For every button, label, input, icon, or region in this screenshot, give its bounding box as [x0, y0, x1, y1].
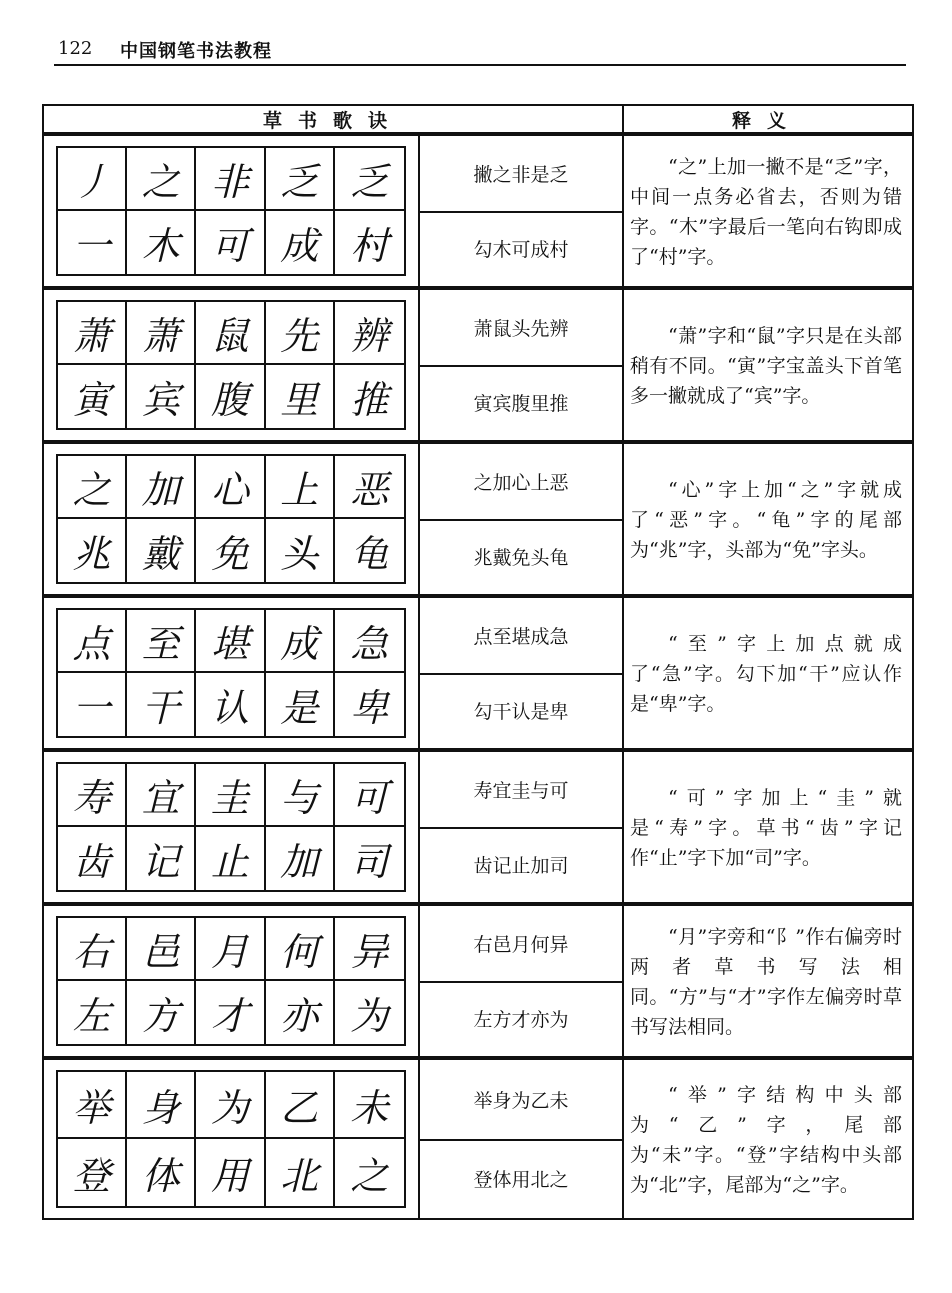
cursive-character-cell: 认 [196, 673, 265, 736]
explanation-cell [622, 134, 914, 288]
cursive-character-cell: 一 [58, 211, 127, 274]
explanation-text: “至”字上加点就成了“急”字。勾下加“干”应认作是“卑”字。 [630, 633, 902, 715]
cursive-character-cell: 是 [266, 673, 335, 736]
cursive-character-cell: 乏 [335, 148, 404, 211]
cursive-character-cell: 卑 [350, 686, 389, 730]
cursive-character-cell: 可 [196, 211, 265, 274]
book-title: 中国钢笔书法教程 [120, 41, 272, 62]
cursive-character-cell: 加 [127, 456, 196, 519]
verse-line-bottom: 齿记止加司 [473, 855, 569, 877]
character-grid-frame [42, 596, 420, 750]
cursive-character-cell: 体 [127, 1139, 196, 1206]
cursive-character-cell: 非 [196, 148, 265, 211]
explanation-text: “月”字旁和“阝”作右偏旁时两者草书写法相同。“方”与“才”字作左偏旁时草书写法相同。 [630, 926, 902, 1038]
verse-line-top: 萧鼠头先辨 [420, 290, 622, 367]
character-grid [56, 916, 406, 1046]
verse-column [420, 442, 624, 596]
verse-column [420, 288, 624, 442]
cursive-character-cell: 寿 [58, 764, 127, 827]
cursive-character-cell: 身 [127, 1072, 196, 1139]
cursive-character-cell: 乙 [266, 1072, 335, 1139]
verse-line-bottom: 兆戴免头龟 [473, 547, 569, 569]
cursive-character-cell: 用 [196, 1139, 265, 1206]
cursive-character-cell: 心 [196, 456, 265, 519]
rule-block [42, 904, 914, 1058]
verse-column [420, 750, 624, 904]
cursive-character-cell: 至 [127, 610, 196, 673]
character-grid [56, 762, 406, 892]
verse-line-top: 举身为乙未 [420, 1060, 622, 1141]
cursive-character-cell: 寅 [58, 365, 127, 428]
cursive-character-cell: 堪 [196, 610, 265, 673]
explanation-text: “萧”字和“鼠”字只是在头部稍有不同。“寅”字宝盖头下首笔多一撇就成了“宾”字。 [630, 325, 902, 407]
cursive-character-cell: 成 [266, 610, 335, 673]
cursive-character-cell: 上 [266, 456, 335, 519]
cursive-character-cell: 右 [58, 918, 127, 981]
cursive-character-cell: 先 [266, 302, 335, 365]
cursive-character-cell: 里 [266, 365, 335, 428]
character-grid [56, 608, 406, 738]
cursive-character-cell: 宜 [127, 764, 196, 827]
cursive-character-cell: 戴 [127, 519, 196, 582]
cursive-character-cell: 恶 [335, 456, 404, 519]
cursive-character-cell: 乏 [266, 148, 335, 211]
cursive-character-cell: 急 [335, 610, 404, 673]
column-header-explanation: 释义 [622, 104, 914, 134]
cursive-character-cell: 兆 [58, 519, 127, 582]
rule-block [42, 134, 914, 288]
page-header [54, 34, 906, 66]
rule-block [42, 288, 914, 442]
verse-column [420, 134, 624, 288]
cursive-character-cell: 月 [196, 918, 265, 981]
cursive-character-cell: 止 [196, 827, 265, 890]
cursive-character-cell: 邑 [127, 918, 196, 981]
explanation-text: “之”上加一撇不是“乏”字，中间一点务必省去，否则为错字。“木”字最后一笔向右钩即成了“村”字。 [630, 156, 902, 268]
cursive-character-cell: 与 [266, 764, 335, 827]
cursive-character-cell: 方 [127, 981, 196, 1044]
cursive-character-cell: 干 [127, 673, 196, 736]
cursive-character-cell: 腹 [196, 365, 265, 428]
character-grid-frame [42, 750, 420, 904]
cursive-character-cell: 之 [127, 148, 196, 211]
cursive-character-cell: 可 [335, 764, 404, 827]
verse-line-bottom: 登体用北之 [473, 1169, 569, 1191]
character-grid-frame [42, 288, 420, 442]
cursive-character-cell: 萧 [127, 302, 196, 365]
cursive-character-cell: 丿 [58, 148, 127, 211]
verse-column [420, 904, 624, 1058]
column-header-verses: 草书歌诀 [42, 104, 624, 134]
page-number: 122 [58, 38, 93, 59]
verse-line-top: 点至堪成急 [420, 598, 622, 675]
cursive-character-cell: 头 [266, 519, 335, 582]
cursive-character-cell: 亦 [266, 981, 335, 1044]
cursive-character-cell: 北 [266, 1139, 335, 1206]
verse-line-bottom: 勾木可成村 [473, 239, 569, 261]
character-grid-frame [42, 134, 420, 288]
character-grid-frame [42, 1058, 420, 1220]
verse-column [420, 596, 624, 750]
verse-line-top: 寿宜圭与可 [420, 752, 622, 829]
cursive-character-cell: 为 [350, 994, 389, 1038]
cursive-character-cell: 点 [58, 610, 127, 673]
cursive-character-cell: 免 [196, 519, 265, 582]
cursive-character-cell: 异 [335, 918, 404, 981]
cursive-character-cell: 左 [58, 981, 127, 1044]
cursive-character-cell: 齿 [58, 827, 127, 890]
explanation-cell [622, 288, 914, 442]
explanation-text: “可”字加上“圭”就是“寿”字。草书“齿”字记作“止”字下加“司”字。 [630, 787, 902, 869]
cursive-character-cell: 成 [266, 211, 335, 274]
cursive-character-cell: 龟 [350, 532, 389, 576]
verse-line-bottom: 勾干认是卑 [473, 701, 569, 723]
character-grid [56, 454, 406, 584]
cursive-character-cell: 司 [350, 840, 389, 884]
cursive-character-cell: 才 [196, 981, 265, 1044]
character-grid [56, 1070, 406, 1208]
verse-column [420, 1058, 624, 1220]
rule-block [42, 442, 914, 596]
explanation-cell [622, 596, 914, 750]
cursive-character-cell: 之 [58, 456, 127, 519]
character-grid [56, 146, 406, 276]
cursive-character-cell: 辨 [335, 302, 404, 365]
verse-line-bottom: 左方才亦为 [473, 1009, 569, 1031]
explanation-text: “举”字结构中头部为“乙”字，尾部为“未”字。“登”字结构中头部为“北”字，尾部为“之”字。 [630, 1084, 902, 1196]
cursive-character-cell: 木 [127, 211, 196, 274]
cursive-character-cell: 村 [350, 224, 389, 268]
cursive-character-cell: 萧 [58, 302, 127, 365]
cursive-character-cell: 之 [350, 1154, 389, 1198]
cursive-character-cell: 宾 [127, 365, 196, 428]
verse-line-bottom: 寅宾腹里推 [473, 393, 569, 415]
cursive-character-cell: 记 [127, 827, 196, 890]
cursive-character-cell: 登 [58, 1139, 127, 1206]
explanation-cell [622, 750, 914, 904]
cursive-character-cell: 未 [335, 1072, 404, 1139]
character-grid-frame [42, 442, 420, 596]
verse-line-top: 撇之非是乏 [420, 136, 622, 213]
explanation-text: “心”字上加“之”字就成了“恶”字。“龟”字的尾部为“兆”字，头部为“免”字头。 [630, 479, 902, 561]
verse-line-top: 右邑月何异 [420, 906, 622, 983]
cursive-character-cell: 一 [58, 673, 127, 736]
cursive-character-cell: 为 [196, 1072, 265, 1139]
explanation-cell [622, 904, 914, 1058]
rule-block [42, 750, 914, 904]
cursive-character-cell: 何 [266, 918, 335, 981]
explanation-cell [622, 442, 914, 596]
cursive-character-cell: 鼠 [196, 302, 265, 365]
character-grid [56, 300, 406, 430]
cursive-character-cell: 圭 [196, 764, 265, 827]
explanation-cell [622, 1058, 914, 1220]
rule-block [42, 596, 914, 750]
verse-line-top: 之加心上恶 [420, 444, 622, 521]
cursive-character-cell: 加 [266, 827, 335, 890]
rule-block [42, 1058, 914, 1220]
cursive-character-cell: 推 [350, 378, 389, 422]
character-grid-frame [42, 904, 420, 1058]
calligraphy-table [42, 104, 914, 1220]
cursive-character-cell: 举 [58, 1072, 127, 1139]
